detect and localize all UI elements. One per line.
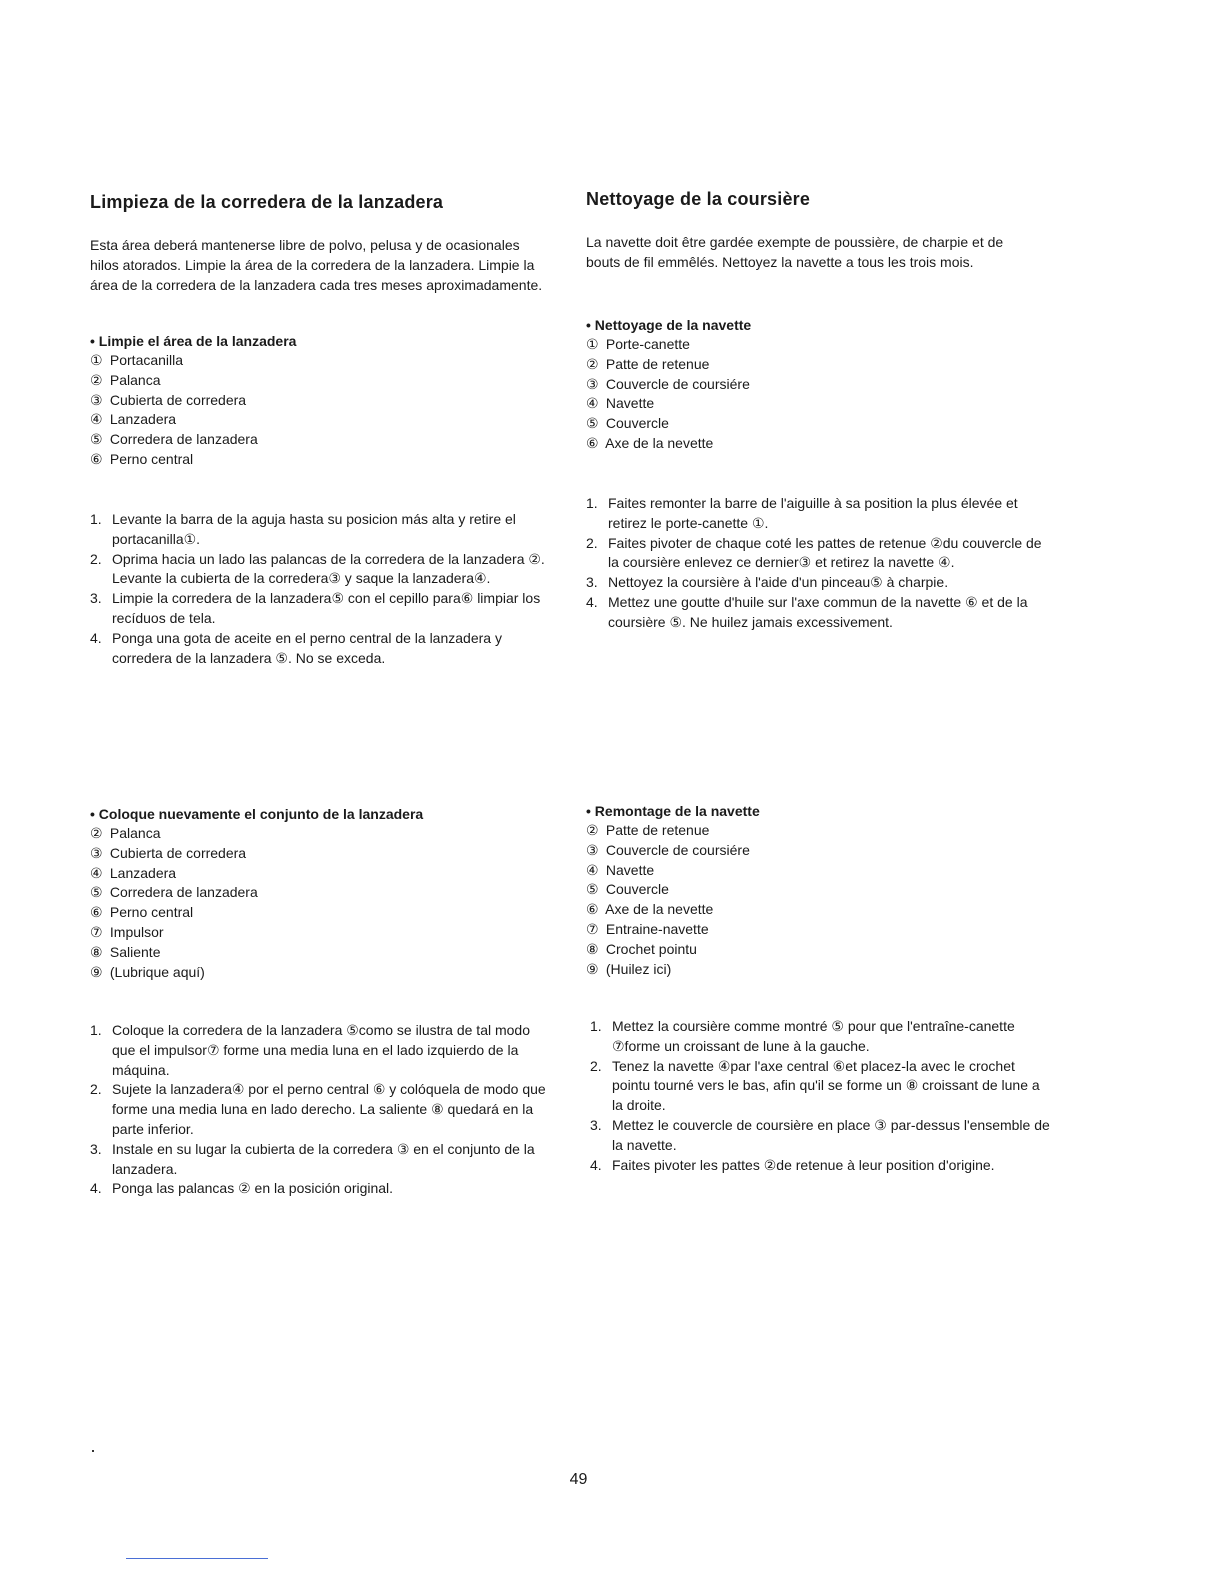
- right-section1-steps: [586, 494, 1046, 633]
- list-item: ④ Navette: [586, 861, 655, 878]
- left-intro: Esta área deberá mantenerse libre de polvo, pelusa y de ocasionales hilos atorados. Limpie la área de la corredera de la lanzadera. Limpie la área de la corredera de la lanzadera cada tres meses aproximadamente.: [90, 237, 543, 293]
- list-item: ⑧ Crochet pointu: [586, 940, 697, 957]
- step-item: 1. Levante la barra de la aguja hasta su posicion más alta y retire el portacanilla①.: [90, 511, 516, 547]
- step-item: 3. Limpie la corredera de la lanzadera⑤ con el cepillo para⑥ limpiar los recíduos de tela.: [90, 590, 541, 626]
- list-item: ① Portacanilla: [90, 352, 184, 368]
- list-item: ⑦ Entraine-navette: [586, 920, 709, 937]
- list-item: ⑥ Axe de la nevette: [586, 434, 714, 451]
- list-item: ③ Cubierta de corredera: [90, 844, 247, 861]
- list-item: ④ Navette: [586, 395, 655, 412]
- left-section2-parts: [90, 804, 550, 982]
- list-item: ② Palanca: [90, 371, 161, 388]
- list-item: ⑥ Axe de la nevette: [586, 901, 714, 918]
- right-section2-steps: [590, 1017, 1050, 1175]
- list-item: ⑥ Perno central: [90, 904, 194, 921]
- page-number: 49: [569, 1471, 588, 1488]
- left-section2-steps: [90, 1021, 552, 1199]
- list-item: ⑤ Corredera de lanzadera: [90, 884, 258, 901]
- list-item: ③ Cubierta de corredera: [90, 391, 247, 408]
- step-item: 3. Nettoyez la coursière à l'aide d'un pinceau⑤ à charpie.: [586, 574, 949, 591]
- list-item: ⑦ Impulsor: [90, 923, 164, 940]
- right-section2-parts: [586, 801, 1046, 979]
- footer-rule: [126, 1558, 268, 1559]
- list-item: ⑤ Couvercle: [586, 881, 669, 898]
- list-item: ⑤ Corredera de lanzadera: [90, 431, 258, 448]
- list-item: ④ Lanzadera: [90, 411, 177, 428]
- parts-list: [586, 335, 1046, 454]
- step-item: 2. Oprima hacia un lado las palancas de la corredera de la lanzadera ②. Levante la cubierta de la corredera③ y saque la lanzadera④.: [90, 550, 545, 587]
- step-item: 2. Tenez la navette ④par l'axe central ⑥et placez-la avec le crochet pointu tourné vers le bas, afin qu'il se forme un ⑧ croissant de lune a la droite.: [590, 1057, 1040, 1114]
- list-item: ② Patte de retenue: [586, 355, 710, 372]
- step-item: 3. Mettez le couvercle de coursière en place ③ par-dessus l'ensemble de la navette.: [590, 1116, 1050, 1153]
- right-section1-subtitle: • Nettoyage de la navette: [586, 317, 752, 333]
- step-item: 4. Ponga las palancas ② en la posición original.: [90, 1180, 394, 1197]
- list-item: ② Palanca: [90, 825, 161, 841]
- left-section1-steps: [90, 510, 556, 668]
- list-item: ② Patte de retenue: [586, 822, 710, 838]
- list-item: ① Porte-canette: [586, 336, 690, 352]
- right-title: Nettoyage de la coursière: [586, 189, 811, 209]
- step-item: 2. Sujete la lanzadera④ por el perno central ⑥ y colóquela de modo que forme una media luna en lado derecho. La saliente ⑧ quedará en la parte inferior.: [90, 1081, 546, 1137]
- step-item: 4. Faites pivoter les pattes ②de retenue à leur position d'origine.: [590, 1156, 995, 1173]
- list-item: ⑧ Saliente: [90, 943, 161, 960]
- left-section1-subtitle: • Limpie el área de la lanzadera: [90, 333, 297, 349]
- step-item: 1. Faites remonter la barre de l'aiguille à sa position la plus élevée et retirez le porte-canette ①.: [586, 495, 1018, 531]
- step-item: 1. Mettez la coursière comme montré ⑤ pour que l'entraîne-canette ⑦forme un croissant de lune à la gauche.: [590, 1018, 1015, 1054]
- step-item: 4. Mettez une goutte d'huile sur l'axe commun de la navette ⑥ et de la coursière ⑤. Ne huilez jamais excessivement.: [586, 593, 1028, 630]
- left-section2-subtitle: • Coloque nuevamente el conjunto de la lanzadera: [90, 806, 424, 822]
- right-section1-parts: [586, 315, 1046, 454]
- parts-list: [90, 351, 550, 470]
- list-item: ④ Lanzadera: [90, 864, 177, 881]
- step-item: 2. Faites pivoter de chaque coté les pattes de retenue ②du couvercle de la coursière enlevez ce dernier③ et retirez la navette ④.: [586, 534, 1042, 571]
- list-item: ③ Couvercle de coursiére: [586, 841, 750, 858]
- list-item: ⑤ Couvercle: [586, 415, 669, 432]
- left-section1-parts: [90, 331, 550, 470]
- step-item: 1. Coloque la corredera de la lanzadera ⑤como se ilustra de tal modo que el impulsor⑦ forme una media luna en el lado izquierdo de la máquina.: [90, 1022, 531, 1078]
- step-item: 3. Instale en su lugar la cubierta de la corredera ③ en el conjunto de la lanzadera.: [90, 1140, 535, 1177]
- list-item: ⑨ (Huilez ici): [586, 960, 672, 977]
- list-item: ⑨ (Lubrique aquí): [90, 963, 205, 980]
- parts-list: [586, 821, 1046, 979]
- left-title: Limpieza de la corredera de la lanzadera: [90, 192, 444, 212]
- right-section2-subtitle: • Remontage de la navette: [586, 803, 760, 819]
- list-item: ⑥ Perno central: [90, 450, 194, 467]
- stray-mark: [92, 1450, 94, 1452]
- list-item: ③ Couvercle de coursiére: [586, 375, 750, 392]
- right-intro: La navette doit être gardée exempte de poussière, de charpie et de bouts de fil emmêlés. Nettoyez la navette a tous les trois mois.: [586, 234, 1004, 270]
- parts-list: [90, 824, 550, 982]
- step-item: 4. Ponga una gota de aceite en el perno central de la lanzadera y corredera de la lanzadera ⑤. No se exceda.: [90, 629, 502, 666]
